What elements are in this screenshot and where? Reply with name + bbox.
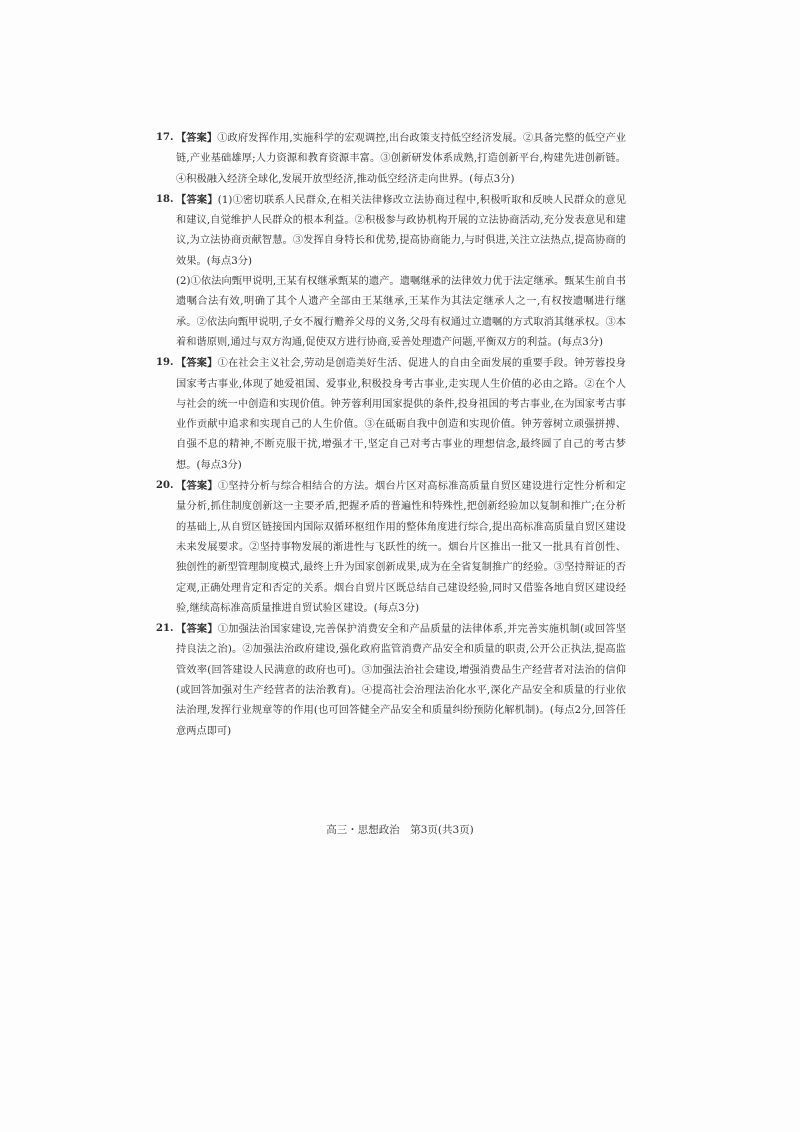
- answer-number: 18.: [156, 193, 174, 205]
- answer-tag: 【答案】: [176, 623, 218, 636]
- answer-paragraph: [176, 128, 626, 190]
- answer-number: 17.: [156, 132, 174, 143]
- answer-18: [156, 190, 626, 353]
- answer-21: [156, 619, 627, 742]
- answer-paragraph: [176, 476, 626, 619]
- answer-paragraph: [176, 353, 626, 476]
- answer-paragraph: [176, 619, 626, 742]
- answer-text: ①在社会主义社会,劳动是创造美好生活、促进人的自由全面发展的重要手段。钟芳蓉投身国家考古事业,体现了她爱祖国、爱事业,积极投身考古事业,走实现人生价值的必由之路。②在个人与社会的统一中创造和实现价值。钟芳蓉利用国家提供的条件,投身祖国的考古事业,在为国家考古事业作贡献中追求和实现自己的人生价值。③在砥砺自我中创造和实现价值。钟芳蓉树立顽强拼搏、自强不息的精神,不断克服干扰,增强才干,坚定自己对考古事业的理想信念,最终圆了自己的考古梦想。(每点3分): [176, 358, 627, 471]
- answer-text: ①加强法治国家建设,完善保护消费安全和产品质量的法律体系,并完善实施机制(或回答坚持良法之治)。②加强法治政府建设,强化政府监管消费产品安全和质量的职责,公开公正执法,提高监管效率(回答建设人民满意的政府也可)。③加强法治社会建设,增强消费品生产经营者对法治的信仰(或回答加强对生产经营者的法治教育)。④提高社会治理法治化水平,深化产品安全和质量的行业依法治理,发挥行业规章等的作用(也可回答健全产品安全和质量纠纷预防化解机制)。(每点2分,回答任意两点即可): [176, 624, 627, 737]
- answer-tag: 【答案】: [176, 132, 218, 144]
- answer-paragraph: [176, 190, 626, 272]
- page-footer: 高三・思想政治 第3页(共3页): [326, 824, 474, 836]
- answer-number: 20.: [156, 480, 174, 492]
- answer-list: [156, 128, 627, 742]
- answer-text: (1)①密切联系人民群众,在相关法律修改立法协商过程中,积极听取和反映人民群众的意见和建议,自觉维护人民群众的根本利益。②积极参与政协机构开展的立法协商活动,充分发表意见和建议,为立法协商贡献智慧。③发挥自身特长和优势,提高协商能力,与时俱进,关注立法热点,提高协商的效果。(每点3分): [176, 194, 626, 267]
- answer-17: [156, 128, 626, 190]
- answer-tag: 【答案】: [176, 193, 218, 206]
- answer-text: ①坚持分析与综合相结合的方法。烟台片区对高标准高质量自贸区建设进行定性分析和定量分析,抓住制度创新这一主要矛盾,把握矛盾的普遍性和特殊性,把创新经验加以复制和推广;在分析的基础上,从自贸区链接国内国际双循环枢纽作用的整体角度进行综合,提出高标准高质量自贸区建设未来发展要求。②坚持事物发展的渐进性与飞跃性的统一。烟台片区推出一批又一批具有首创性、独创性的新型管理制度模式,最终上升为国家创新成果,成为在全省复制推广的经验。③坚持辩证的否定观,正确处理肯定和否定的关系。烟台自贸片区既总结自己建设经验,同时又借鉴各地自贸区建设经验,继续高标准高质量推进自贸试验区建设。(每点3分): [176, 481, 626, 614]
- answer-text: (2)①依法向甄甲说明,王某有权继承甄某的遗产。遗嘱继承的法律效力优于法定继承。甄某生前自书遗嘱合法有效,明确了其个人遗产全部由王某继承,王某作为其法定继承人之一,有权按遗嘱进行继承。②依法向甄甲说明,子女不履行赡养父母的义务,父母有权通过立遗嘱的方式取消其继承权。③本着和谐原则,通过与双方沟通,促使双方进行协商,妥善处理遗产问题,平衡双方的利益。(每点3分): [176, 276, 626, 348]
- answer-paragraph: [176, 272, 626, 353]
- answer-number: 21.: [156, 623, 174, 635]
- answer-20: [156, 476, 626, 619]
- answer-text: ①政府发挥作用,实施科学的宏观调控,出台政策支持低空经济发展。②具备完整的低空产业链,产业基础雄厚;人力资源和教育资源丰富。③创新研发体系成熟,打造创新平台,构建先进创新链。④积极融入经济全球化,发展开放型经济,推动低空经济走向世界。(每点3分): [176, 133, 626, 185]
- answer-19: [156, 353, 627, 476]
- answer-tag: 【答案】: [176, 480, 218, 493]
- answer-number: 19.: [156, 357, 174, 369]
- answer-tag: 【答案】: [176, 357, 218, 370]
